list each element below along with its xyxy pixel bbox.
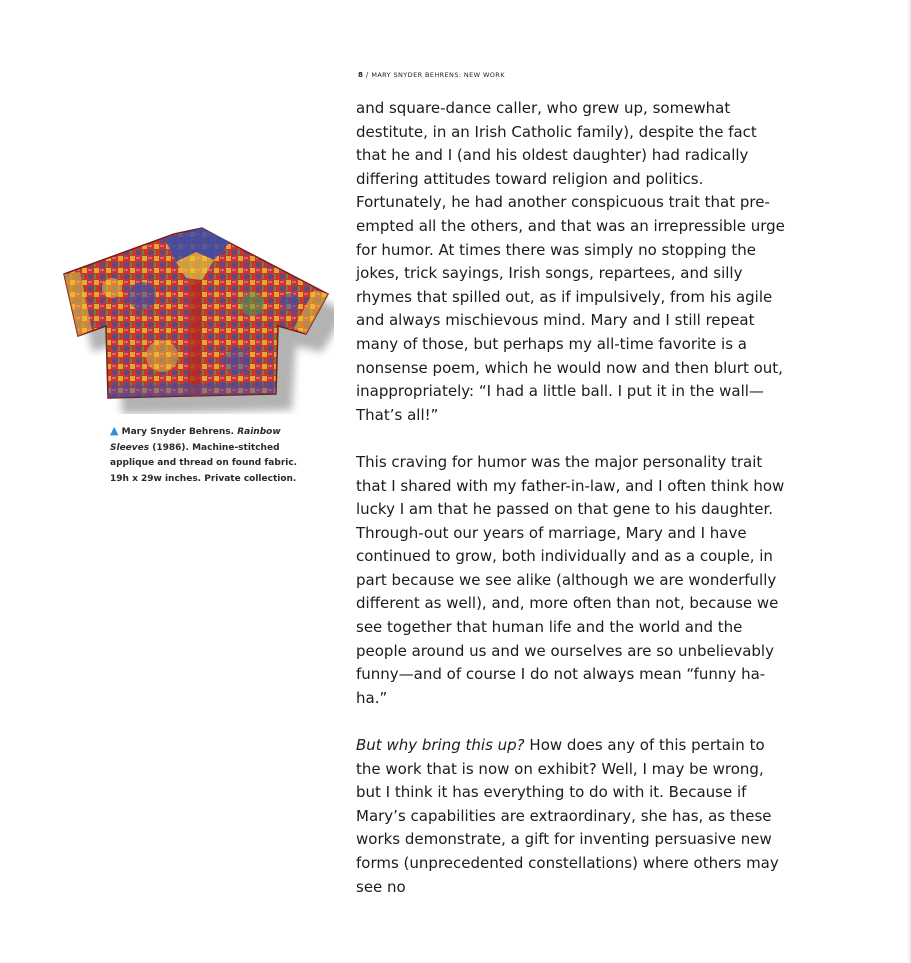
paragraph-3-text: How does any of this pertain to the work that is now on exhibit? Well, I may be wrong, but I think it has everything to do with it. Because if Mary’s capabilities are extraordinary, she has, as these works demonstrate, a gift for inventing persuasive new forms (unprecedented constellations) where others may see no xyxy=(356,736,779,896)
artwork-image xyxy=(52,226,334,414)
running-head-title: MARY SNYDER BEHRENS: NEW WORK xyxy=(371,71,505,79)
running-head xyxy=(358,71,505,79)
running-head-separator: / xyxy=(365,71,369,79)
caption-artist: Mary Snyder Behrens. xyxy=(121,427,235,437)
paragraph-1: and square-dance caller, who grew up, somewhat destitute, in an Irish Catholic family), despite the fact that he and I (and his oldest daughter) had radically differing attitudes toward religion and politics. Fortunately, he had another conspicuous trait that pre-empted all the others, and that was an irrepressible urge for humor. At times there was simply no stopping the jokes, trick sayings, Irish songs, repartees, and silly rhymes that spilled out, as if impulsively, from his agile and always mischievous mind. Mary and I still repeat many of those, but perhaps my all-time favorite is a nonsense poem, which he would now and then blurt out, inappropriately: “I had a little ball. I put it in the wall— That’s all!” xyxy=(356,99,785,424)
paragraph-3 xyxy=(356,734,792,899)
triangle-marker-icon: ▲ xyxy=(110,424,119,437)
page-edge xyxy=(907,0,911,963)
body-text xyxy=(356,97,792,899)
figure-caption xyxy=(110,423,315,487)
shirt-artwork xyxy=(52,226,334,414)
caption-title: Rainbow Sleeves xyxy=(110,427,281,453)
caption-details: (1986). Machine-stitched applique and thread on found fabric. 19h x 29w inches. Private collection. xyxy=(110,442,298,484)
paragraph-3-italic: But why bring this up? xyxy=(356,736,525,755)
paragraph-2: This craving for humor was the major personality trait that I shared with my father-in-law, and I often think how lucky I am that he passed on that gene to his daughter. Through-out our years of marriage, Mary and I have continued to grow, both individually and as a couple, in part because we see alike (although we are wonderfully different as well), and, more often than not, because we see together that human life and the world and the people around us and we ourselves are so unbelievably funny—and of course I do not always mean “funny ha-ha.” xyxy=(356,452,785,707)
page-number: 8 xyxy=(358,71,364,79)
